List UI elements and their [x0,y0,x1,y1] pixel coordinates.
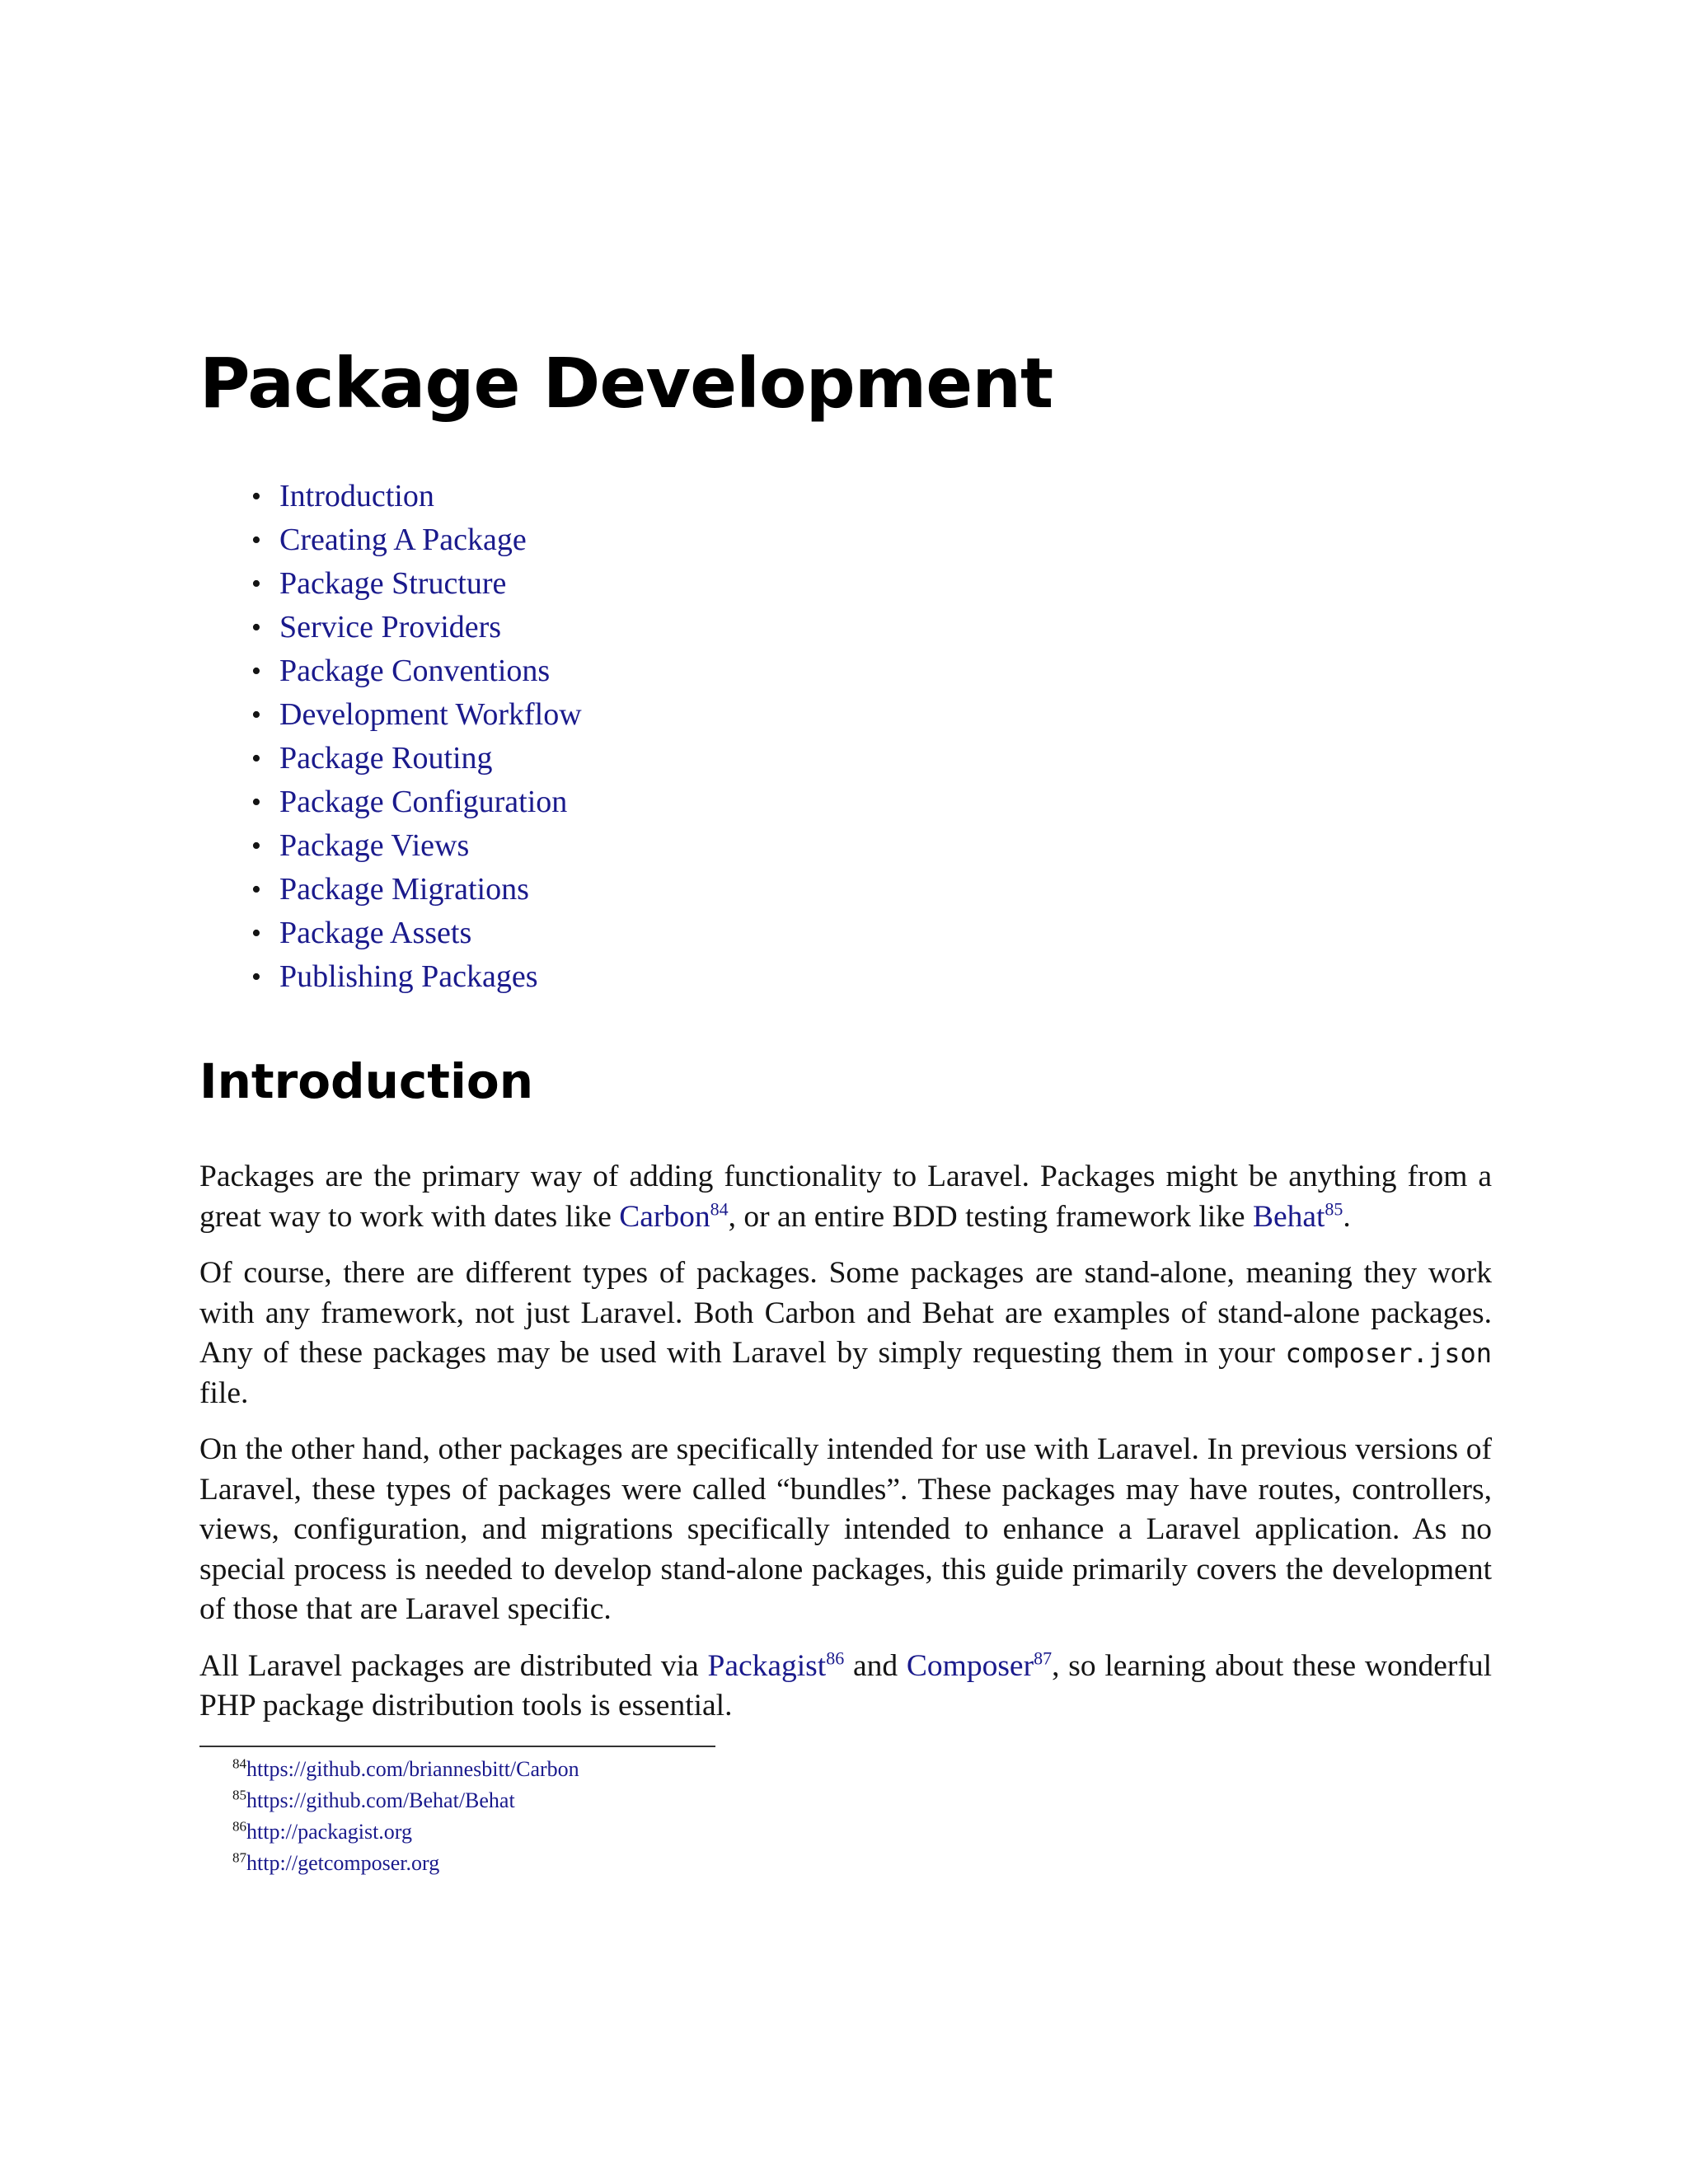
bullet: • [251,831,261,861]
toc-link-development-workflow[interactable]: Development Workflow [279,697,582,732]
table-of-contents [199,475,582,999]
toc-link-package-views[interactable]: Package Views [279,828,470,863]
bullet: • [251,918,261,949]
paragraph-text: . [1343,1199,1351,1234]
toc-link-creating-a-package[interactable]: Creating A Package [279,523,527,557]
paragraph-4 [199,1647,1492,1727]
composer-link[interactable]: Composer [906,1648,1034,1683]
paragraph-text: , so learning about these wonderful PHP package distribution tools is essential. [199,1648,1493,1722]
toc-link-package-routing[interactable]: Package Routing [279,741,493,776]
bullet: • [251,743,261,774]
toc-item-package-assets [199,912,582,955]
bullet: • [251,787,261,818]
bullet: • [251,962,261,992]
footnote-link-composer[interactable]: http://getcomposer.org [246,1851,440,1875]
toc-item-package-structure [199,562,582,606]
toc-item-service-providers [199,606,582,649]
paragraph-1 [199,1157,1492,1237]
footnote-87 [232,1848,579,1879]
paragraph-text: file. [199,1376,249,1410]
packagist-link[interactable]: Packagist [707,1648,827,1683]
toc-link-package-conventions[interactable]: Package Conventions [279,654,551,688]
toc-item-introduction [199,475,582,518]
toc-item-publishing-packages [199,955,582,999]
toc-item-development-workflow [199,693,582,737]
bullet: • [251,656,261,687]
toc-link-package-structure[interactable]: Package Structure [279,566,507,601]
bullet: • [251,874,261,905]
toc-link-service-providers[interactable]: Service Providers [279,610,502,644]
section-heading-introduction: Introduction [199,1053,533,1109]
toc-item-package-routing [199,737,582,780]
footnote-ref-84[interactable]: 84 [710,1198,729,1219]
toc-link-package-assets[interactable]: Package Assets [279,916,472,950]
toc-link-package-configuration[interactable]: Package Configuration [279,785,568,819]
footnote-link-carbon[interactable]: https://github.com/briannesbitt/Carbon [246,1757,579,1781]
footnote-number: 87 [232,1849,246,1866]
footnotes [232,1754,579,1879]
paragraph-text: All Laravel packages are distributed via [199,1648,708,1683]
toc-item-package-conventions [199,649,582,693]
toc-link-introduction[interactable]: Introduction [279,479,434,513]
bullet: • [251,700,261,730]
footnote-divider [199,1746,715,1747]
introduction-body [199,1157,1492,1743]
paragraph-text: Packages are the primary way of adding functionality to Laravel. Packages might be anything from a great way to work with dates like [199,1160,1492,1234]
page-title: Package Development [199,343,1053,424]
bullet: • [251,525,261,555]
paragraph-text: , or an entire BDD testing framework like [728,1199,1253,1234]
toc-item-package-configuration [199,780,582,824]
behat-link[interactable]: Behat [1252,1199,1325,1234]
footnote-number: 85 [232,1787,246,1803]
toc-link-publishing-packages[interactable]: Publishing Packages [279,959,538,994]
paragraph-text: and [844,1648,907,1683]
toc-item-package-views [199,824,582,868]
bullet: • [251,481,261,512]
paragraph-3: On the other hand, other packages are specifically intended for use with Laravel. In previous versions of Laravel, these types of packages were called “bundles”. These packages may have routes, controllers, views, configuration, and migrations specifically intended to enhance a Laravel application. As no special process is needed to develop stand-alone packages, this guide primarily covers the development of those that are Laravel specific. [199,1432,1492,1626]
footnote-ref-87[interactable]: 87 [1034,1647,1053,1668]
paragraph-text: Of course, there are different types of packages. Some packages are stand-alone, meaning they work with any framework, not just Laravel. Both Carbon and Behat are examples of stand-alone packages. Any of these packages may be used with Laravel by simply requesting them in your [199,1256,1492,1370]
carbon-link[interactable]: Carbon [619,1199,710,1234]
footnote-ref-85[interactable]: 85 [1325,1198,1343,1219]
footnote-link-behat[interactable]: https://github.com/Behat/Behat [246,1788,515,1812]
toc-item-package-migrations [199,868,582,912]
footnote-number: 86 [232,1818,246,1835]
footnote-ref-86[interactable]: 86 [826,1647,845,1668]
inline-code-composer-json: composer.json [1285,1338,1492,1369]
footnote-link-packagist[interactable]: http://packagist.org [246,1820,412,1844]
paragraph-2 [199,1254,1492,1413]
footnote-84 [232,1754,579,1785]
toc-item-creating-a-package [199,518,582,562]
bullet: • [251,612,261,643]
footnote-85 [232,1785,579,1816]
bullet: • [251,569,261,599]
footnote-86 [232,1816,579,1848]
toc-link-package-migrations[interactable]: Package Migrations [279,872,529,907]
footnote-number: 84 [232,1755,246,1772]
